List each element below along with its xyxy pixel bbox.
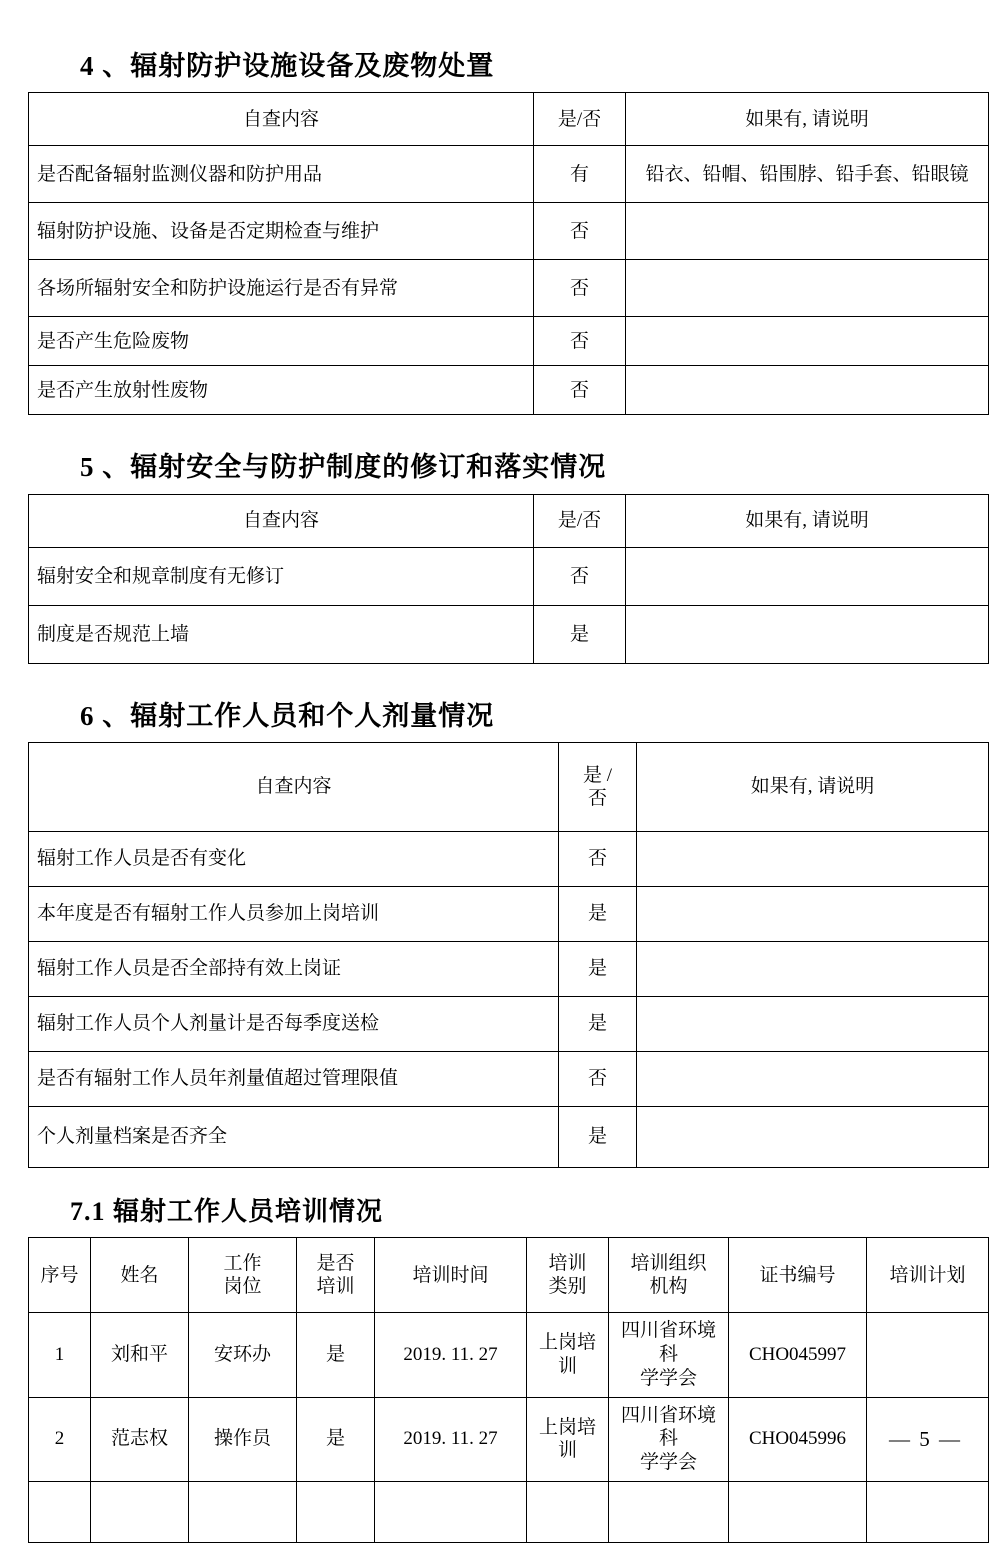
cell-trained: 是 bbox=[297, 1397, 375, 1481]
cell-org bbox=[609, 1481, 729, 1542]
column-header-post bbox=[189, 1238, 297, 1313]
column-header-yesno-line2: 否 bbox=[587, 788, 607, 810]
cell-yesno: 否 bbox=[559, 1052, 637, 1107]
table-row bbox=[29, 1052, 989, 1107]
table-row bbox=[29, 1107, 989, 1168]
cell-category bbox=[527, 1397, 609, 1481]
cell-org-line2: 学学会 bbox=[639, 1452, 697, 1474]
cell-yesno: 是 bbox=[559, 997, 637, 1052]
column-header-org-line1: 培训组织 bbox=[630, 1252, 707, 1274]
table-row bbox=[29, 260, 989, 317]
column-header-category bbox=[527, 1238, 609, 1313]
section-5-heading: 5 、辐射安全与防护制度的修订和落实情况 bbox=[80, 452, 607, 483]
cell-post: 安环办 bbox=[189, 1313, 297, 1397]
cell-content: 各场所辐射安全和防护设施运行是否有异常 bbox=[29, 260, 534, 317]
column-header-cert bbox=[729, 1238, 867, 1313]
column-header-no-line1: 序号 bbox=[40, 1264, 79, 1286]
page-number: — 5 — bbox=[889, 1427, 962, 1451]
cell-yesno: 否 bbox=[534, 366, 626, 415]
column-header-yesno bbox=[559, 743, 637, 832]
column-header-category-line1: 培训 bbox=[548, 1252, 587, 1274]
column-header-note: 如果有, 请说明 bbox=[637, 743, 989, 832]
cell-yesno: 是 bbox=[534, 605, 626, 663]
cell-plan bbox=[867, 1313, 989, 1397]
cell-note bbox=[626, 203, 989, 260]
cell-name bbox=[91, 1481, 189, 1542]
cell-post bbox=[189, 1481, 297, 1542]
column-header-time-line1: 培训时间 bbox=[412, 1264, 489, 1286]
table-row bbox=[29, 887, 989, 942]
cell-note bbox=[626, 605, 989, 663]
column-header-note: 如果有, 请说明 bbox=[626, 494, 989, 547]
cell-yesno: 否 bbox=[534, 203, 626, 260]
table-row bbox=[29, 832, 989, 887]
table-header-row bbox=[29, 494, 989, 547]
table-row bbox=[29, 942, 989, 997]
column-header-content: 自查内容 bbox=[29, 93, 534, 146]
cell-content: 制度是否规范上墙 bbox=[29, 605, 534, 663]
column-header-name bbox=[91, 1238, 189, 1313]
cell-no bbox=[29, 1481, 91, 1542]
cell-yesno: 否 bbox=[534, 260, 626, 317]
cell-category-line2: 训 bbox=[557, 1440, 577, 1462]
column-header-no bbox=[29, 1238, 91, 1313]
column-header-content: 自查内容 bbox=[29, 743, 559, 832]
table-row bbox=[29, 203, 989, 260]
cell-content: 是否配备辐射监测仪器和防护用品 bbox=[29, 146, 534, 203]
cell-content: 本年度是否有辐射工作人员参加上岗培训 bbox=[29, 887, 559, 942]
cell-note bbox=[626, 260, 989, 317]
cell-yesno: 否 bbox=[534, 317, 626, 366]
cell-time bbox=[375, 1481, 527, 1542]
cell-category bbox=[527, 1313, 609, 1397]
cell-content: 个人剂量档案是否齐全 bbox=[29, 1107, 559, 1168]
cell-note bbox=[637, 942, 989, 997]
column-header-category-line2: 类别 bbox=[548, 1276, 587, 1298]
cell-content: 辐射安全和规章制度有无修订 bbox=[29, 547, 534, 605]
column-header-yesno: 是/否 bbox=[534, 93, 626, 146]
column-header-plan bbox=[867, 1238, 989, 1313]
cell-note bbox=[626, 317, 989, 366]
column-header-post-line2: 岗位 bbox=[223, 1276, 262, 1298]
cell-category-line1: 上岗培 bbox=[538, 1416, 596, 1438]
cell-trained bbox=[297, 1481, 375, 1542]
cell-cert bbox=[729, 1481, 867, 1542]
table-header-row bbox=[29, 743, 989, 832]
table-header-row bbox=[29, 93, 989, 146]
table-row bbox=[29, 146, 989, 203]
table-row bbox=[29, 605, 989, 663]
cell-cert: CHO045996 bbox=[729, 1397, 867, 1481]
cell-name: 范志权 bbox=[91, 1397, 189, 1481]
column-header-time bbox=[375, 1238, 527, 1313]
cell-content: 是否有辐射工作人员年剂量值超过管理限值 bbox=[29, 1052, 559, 1107]
table-row bbox=[29, 366, 989, 415]
table-row bbox=[29, 547, 989, 605]
cell-no: 1 bbox=[29, 1313, 91, 1397]
cell-yesno: 否 bbox=[559, 832, 637, 887]
cell-note bbox=[637, 997, 989, 1052]
cell-yesno: 是 bbox=[559, 1107, 637, 1168]
section-5-table bbox=[28, 494, 989, 664]
cell-content: 辐射工作人员是否有变化 bbox=[29, 832, 559, 887]
cell-time: 2019. 11. 27 bbox=[375, 1313, 527, 1397]
table-header-row bbox=[29, 1238, 989, 1313]
column-header-post-line1: 工作 bbox=[223, 1252, 262, 1274]
column-header-org-line2: 机构 bbox=[649, 1276, 688, 1298]
cell-name: 刘和平 bbox=[91, 1313, 189, 1397]
cell-yesno: 是 bbox=[559, 942, 637, 997]
cell-no: 2 bbox=[29, 1397, 91, 1481]
cell-post: 操作员 bbox=[189, 1397, 297, 1481]
table-row bbox=[29, 1313, 989, 1397]
section-4-heading: 4 、辐射防护设施设备及废物处置 bbox=[80, 51, 495, 81]
cell-category-line1: 上岗培 bbox=[538, 1332, 596, 1354]
column-header-content: 自查内容 bbox=[29, 494, 534, 547]
cell-time: 2019. 11. 27 bbox=[375, 1397, 527, 1481]
column-header-note: 如果有, 请说明 bbox=[626, 93, 989, 146]
column-header-plan-line1: 培训计划 bbox=[889, 1264, 966, 1286]
table-row bbox=[29, 1397, 989, 1481]
column-header-yesno: 是/否 bbox=[534, 494, 626, 547]
table-row bbox=[29, 997, 989, 1052]
cell-note bbox=[637, 1107, 989, 1168]
cell-note bbox=[626, 547, 989, 605]
cell-org-line1: 四川省环境科 bbox=[620, 1404, 716, 1450]
cell-category bbox=[527, 1481, 609, 1542]
section-6-heading: 6 、辐射工作人员和个人剂量情况 bbox=[80, 700, 495, 731]
cell-content: 是否产生危险废物 bbox=[29, 317, 534, 366]
cell-note bbox=[626, 366, 989, 415]
cell-content: 辐射防护设施、设备是否定期检查与维护 bbox=[29, 203, 534, 260]
cell-cert: CHO045997 bbox=[729, 1313, 867, 1397]
column-header-trained-line2: 培训 bbox=[316, 1276, 355, 1298]
cell-trained: 是 bbox=[297, 1313, 375, 1397]
section-7-heading: 7.1 辐射工作人员培训情况 bbox=[70, 1197, 384, 1227]
cell-yesno: 否 bbox=[534, 547, 626, 605]
cell-org bbox=[609, 1397, 729, 1481]
cell-category-line2: 训 bbox=[557, 1356, 577, 1378]
section-4-table bbox=[28, 92, 989, 415]
table-row bbox=[29, 1481, 989, 1542]
cell-note bbox=[637, 1052, 989, 1107]
cell-plan bbox=[867, 1481, 989, 1542]
cell-org bbox=[609, 1313, 729, 1397]
cell-content: 是否产生放射性废物 bbox=[29, 366, 534, 415]
column-header-trained-line1: 是否 bbox=[316, 1252, 355, 1274]
cell-yesno: 是 bbox=[559, 887, 637, 942]
cell-note bbox=[637, 887, 989, 942]
cell-yesno: 有 bbox=[534, 146, 626, 203]
cell-org-line2: 学学会 bbox=[639, 1367, 697, 1389]
cell-content: 辐射工作人员个人剂量计是否每季度送检 bbox=[29, 997, 559, 1052]
table-row bbox=[29, 317, 989, 366]
cell-content: 辐射工作人员是否全部持有效上岗证 bbox=[29, 942, 559, 997]
column-header-trained bbox=[297, 1238, 375, 1313]
section-6-table bbox=[28, 742, 989, 1168]
cell-org-line1: 四川省环境科 bbox=[620, 1320, 716, 1366]
column-header-yesno-line1: 是 / bbox=[582, 764, 613, 786]
training-table bbox=[28, 1237, 989, 1543]
column-header-org bbox=[609, 1238, 729, 1313]
cell-note: 铅衣、铅帽、铅围脖、铅手套、铅眼镜 bbox=[626, 146, 989, 203]
column-header-name-line1: 姓名 bbox=[120, 1264, 159, 1286]
cell-note bbox=[637, 832, 989, 887]
column-header-cert-line1: 证书编号 bbox=[759, 1264, 836, 1286]
